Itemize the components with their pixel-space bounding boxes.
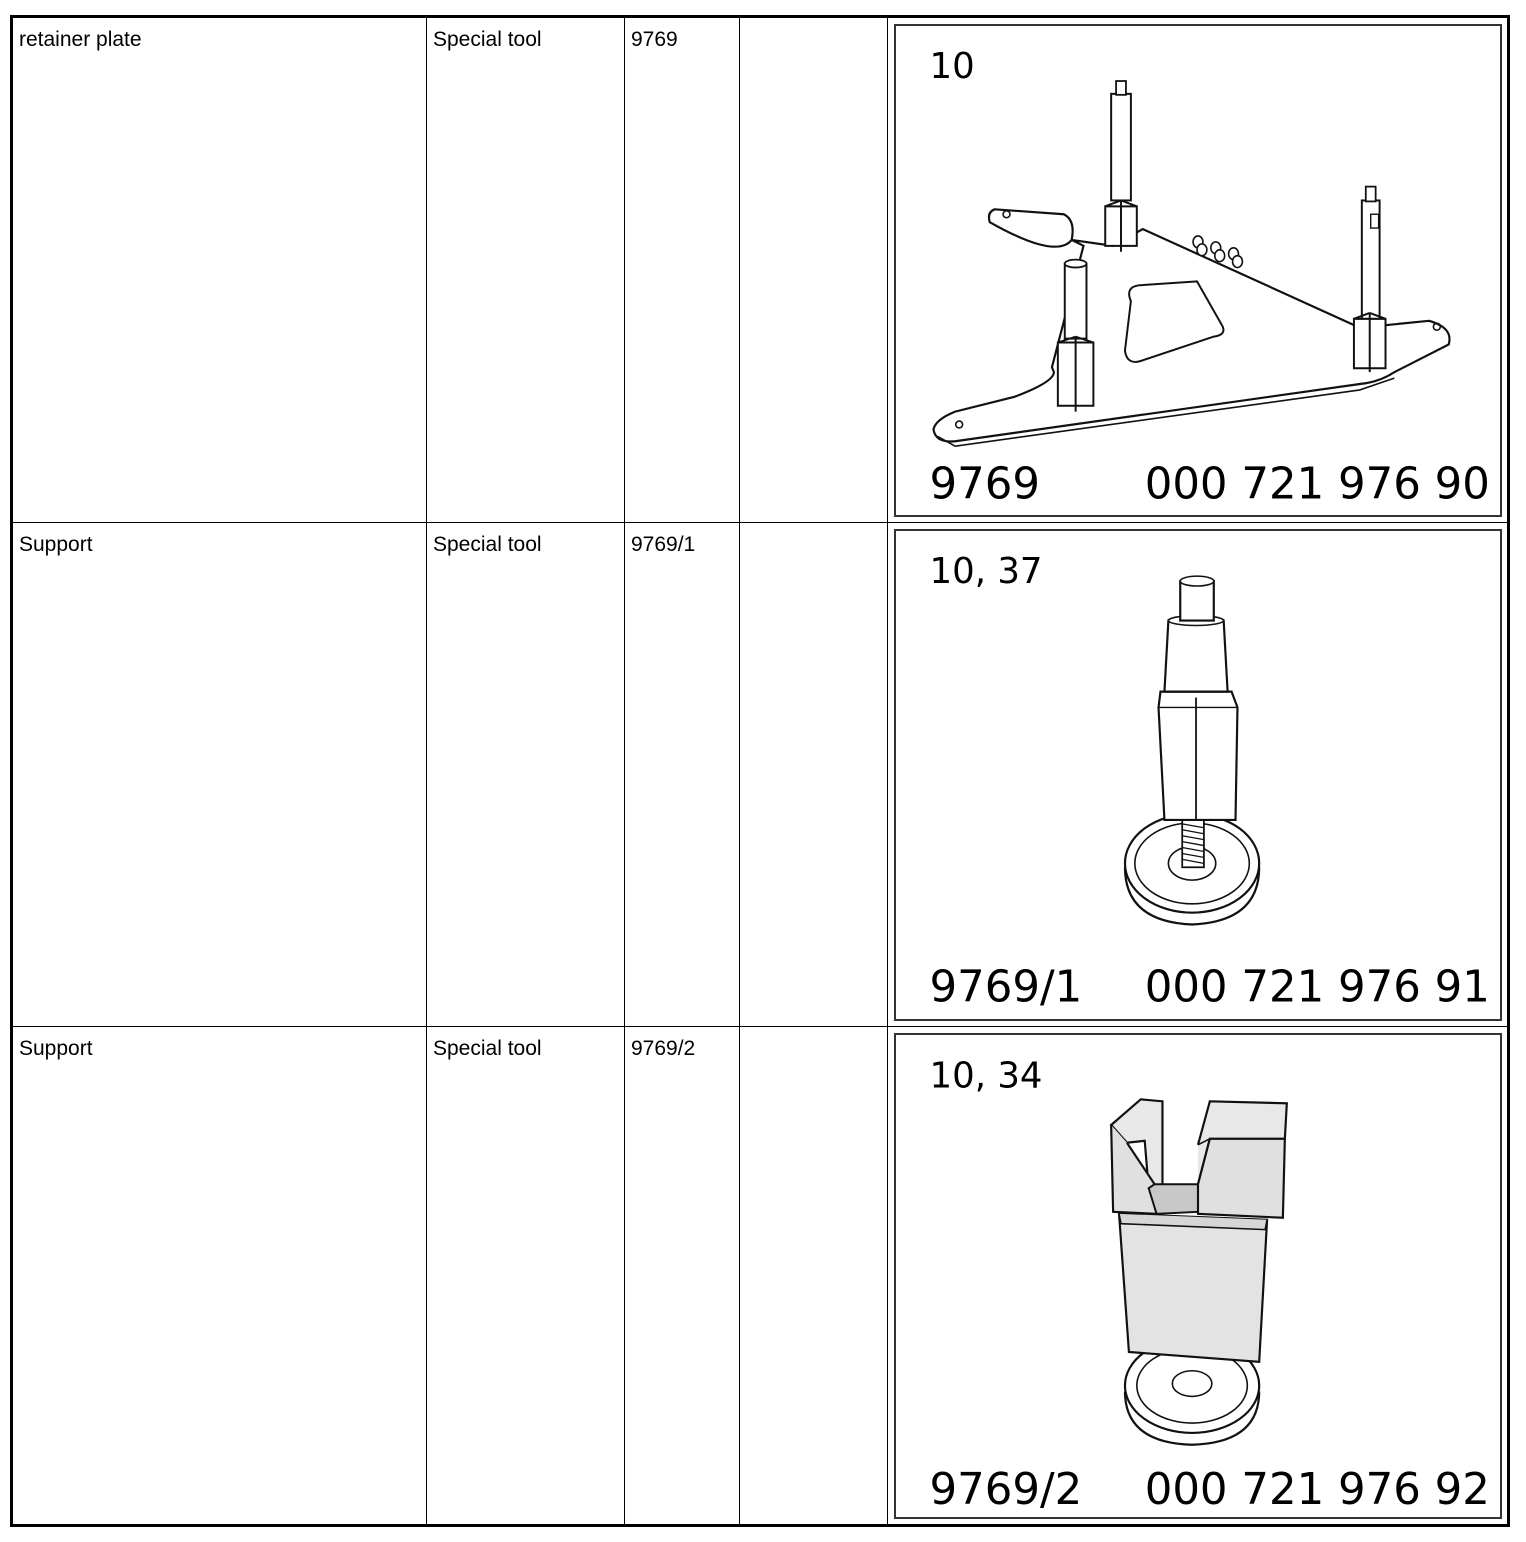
image-cell — [888, 18, 1507, 522]
type-cell — [427, 523, 625, 1026]
description-cell — [13, 1027, 427, 1524]
number-cell — [625, 523, 740, 1026]
illustration-tool-number: 9769/2 — [929, 1464, 1083, 1515]
extra-cell — [740, 18, 888, 522]
extra-cell — [740, 1027, 888, 1524]
illustration-top-label: 10 — [929, 46, 975, 88]
retainer-plate-icon — [896, 26, 1500, 515]
type-text: Special tool — [433, 28, 542, 51]
type-text: Special tool — [433, 1037, 542, 1060]
table-row — [13, 1027, 1507, 1524]
description-text: Support — [19, 1037, 93, 1060]
number-cell — [625, 1027, 740, 1524]
illustration-part-number: 000 721 976 92 — [1144, 1464, 1490, 1515]
illustration-tool-number: 9769/1 — [929, 962, 1083, 1013]
number-text: 9769 — [631, 28, 678, 51]
illustration-part-number: 000 721 976 90 — [1144, 459, 1490, 510]
description-text: Support — [19, 533, 93, 556]
image-cell — [888, 523, 1507, 1026]
illustration-tool-number: 9769 — [929, 459, 1041, 510]
tool-illustration — [894, 529, 1502, 1021]
type-cell — [427, 18, 625, 522]
tool-illustration — [894, 1033, 1502, 1519]
illustration-top-label: 10, 37 — [929, 551, 1043, 593]
type-cell — [427, 1027, 625, 1524]
illustration-part-number: 000 721 976 91 — [1144, 962, 1490, 1013]
extra-cell — [740, 523, 888, 1026]
image-cell — [888, 1027, 1507, 1524]
support-stud-icon — [896, 531, 1500, 1019]
type-text: Special tool — [433, 533, 542, 556]
tool-table — [10, 15, 1510, 1527]
number-text: 9769/1 — [631, 533, 696, 556]
table-row — [13, 523, 1507, 1027]
description-cell — [13, 18, 427, 522]
support-fork-icon — [896, 1035, 1500, 1517]
number-cell — [625, 18, 740, 522]
number-text: 9769/2 — [631, 1037, 696, 1060]
illustration-top-label: 10, 34 — [929, 1055, 1043, 1097]
description-cell — [13, 523, 427, 1026]
table-row — [13, 18, 1507, 523]
description-text: retainer plate — [19, 28, 142, 51]
tool-illustration — [894, 24, 1502, 517]
